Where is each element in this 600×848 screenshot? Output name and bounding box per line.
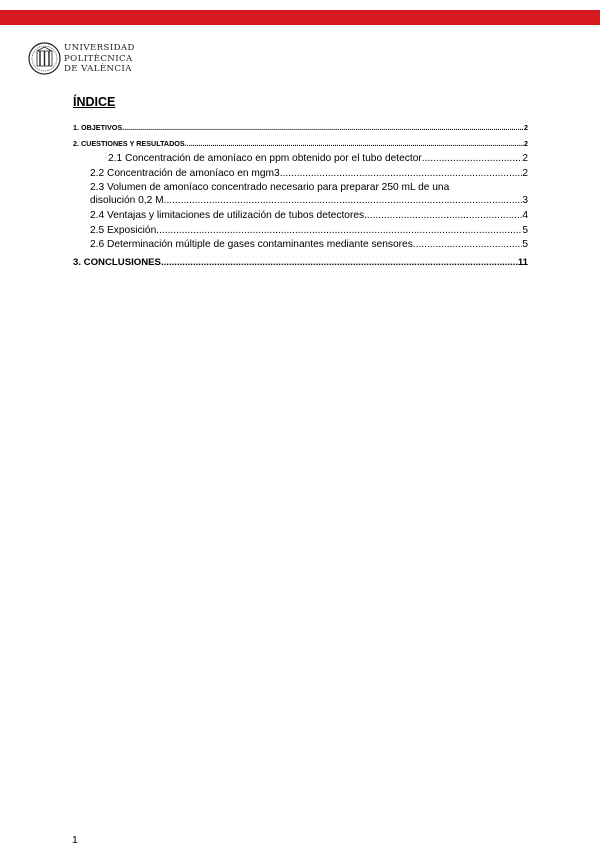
university-name (64, 43, 135, 75)
toc-entry-label: 2.1 Concentración de amoníaco en ppm obtenido por el tubo detector (108, 153, 422, 164)
logo-line: DE VALÈNCIA (64, 64, 132, 74)
toc-entry-page: 5 (522, 239, 528, 250)
toc-leader-dots (280, 167, 523, 182)
toc-entry-label: 1. OBJETIVOS (73, 123, 123, 132)
toc-entry-label: 3. CONCLUSIONES (73, 256, 161, 268)
toc-leader-dots (364, 209, 522, 224)
toc-entry-label: 2.6 Determinación múltiple de gases contaminantes mediante sensores (90, 239, 413, 250)
header-accent-bar (0, 10, 600, 25)
toc-entry-label: 2.3 Volumen de amoníaco concentrado necesario para preparar 250 mL de una (90, 182, 450, 193)
logo-line: UNIVERSIDAD (64, 43, 135, 53)
toc-entry-2-6[interactable] (73, 238, 528, 253)
logo-line: POLITÈCNICA (64, 53, 133, 64)
page-number: 1 (72, 834, 78, 846)
toc-entry-page: 11 (517, 256, 528, 268)
toc-entry-2-2[interactable] (73, 167, 528, 182)
toc-entry-2-5[interactable] (73, 224, 528, 239)
toc-entry-page: 5 (522, 224, 528, 236)
toc-entry-label: 2.5 Exposición (90, 224, 157, 236)
toc-entry-conclusiones[interactable] (73, 255, 528, 271)
toc-entry-page: 2 (524, 139, 528, 148)
toc-leader-dots (413, 238, 523, 253)
toc-leader-dots (422, 152, 523, 167)
toc-entry-2-1[interactable] (73, 152, 528, 167)
toc-entry-cuestiones[interactable] (73, 136, 528, 152)
toc-entry-2-3[interactable] (73, 181, 528, 207)
toc-leader-dots (161, 255, 518, 271)
toc-entry-label-cont: disolución 0,2 M (90, 195, 164, 206)
toc-entry-page: 2 (522, 167, 528, 179)
toc-entry-label: 2. CUESTIONES Y RESULTADOS (73, 139, 185, 148)
toc-entry-2-4[interactable] (73, 209, 528, 224)
toc-leader-dots (164, 194, 523, 207)
toc-entry-objetivos[interactable] (73, 120, 528, 136)
toc-entry-page: 2 (522, 153, 528, 164)
university-logo (28, 42, 138, 76)
table-of-contents (73, 95, 528, 271)
toc-entry-page: 2 (524, 123, 528, 132)
toc-leader-dots (156, 224, 522, 239)
toc-title: ÍNDICE (73, 95, 116, 109)
toc-entry-page: 3 (522, 195, 528, 206)
toc-entry-label: 2.4 Ventajas y limitaciones de utilización de tubos detectores (90, 210, 365, 221)
toc-entry-label: 2.2 Concentración de amoníaco en mgm3 (90, 167, 280, 179)
toc-leader-dots (185, 136, 524, 152)
toc-entry-page: 4 (522, 210, 528, 221)
university-crest-icon (28, 42, 61, 75)
toc-entry-continuation (90, 194, 528, 207)
toc-leader-dots (122, 120, 524, 136)
